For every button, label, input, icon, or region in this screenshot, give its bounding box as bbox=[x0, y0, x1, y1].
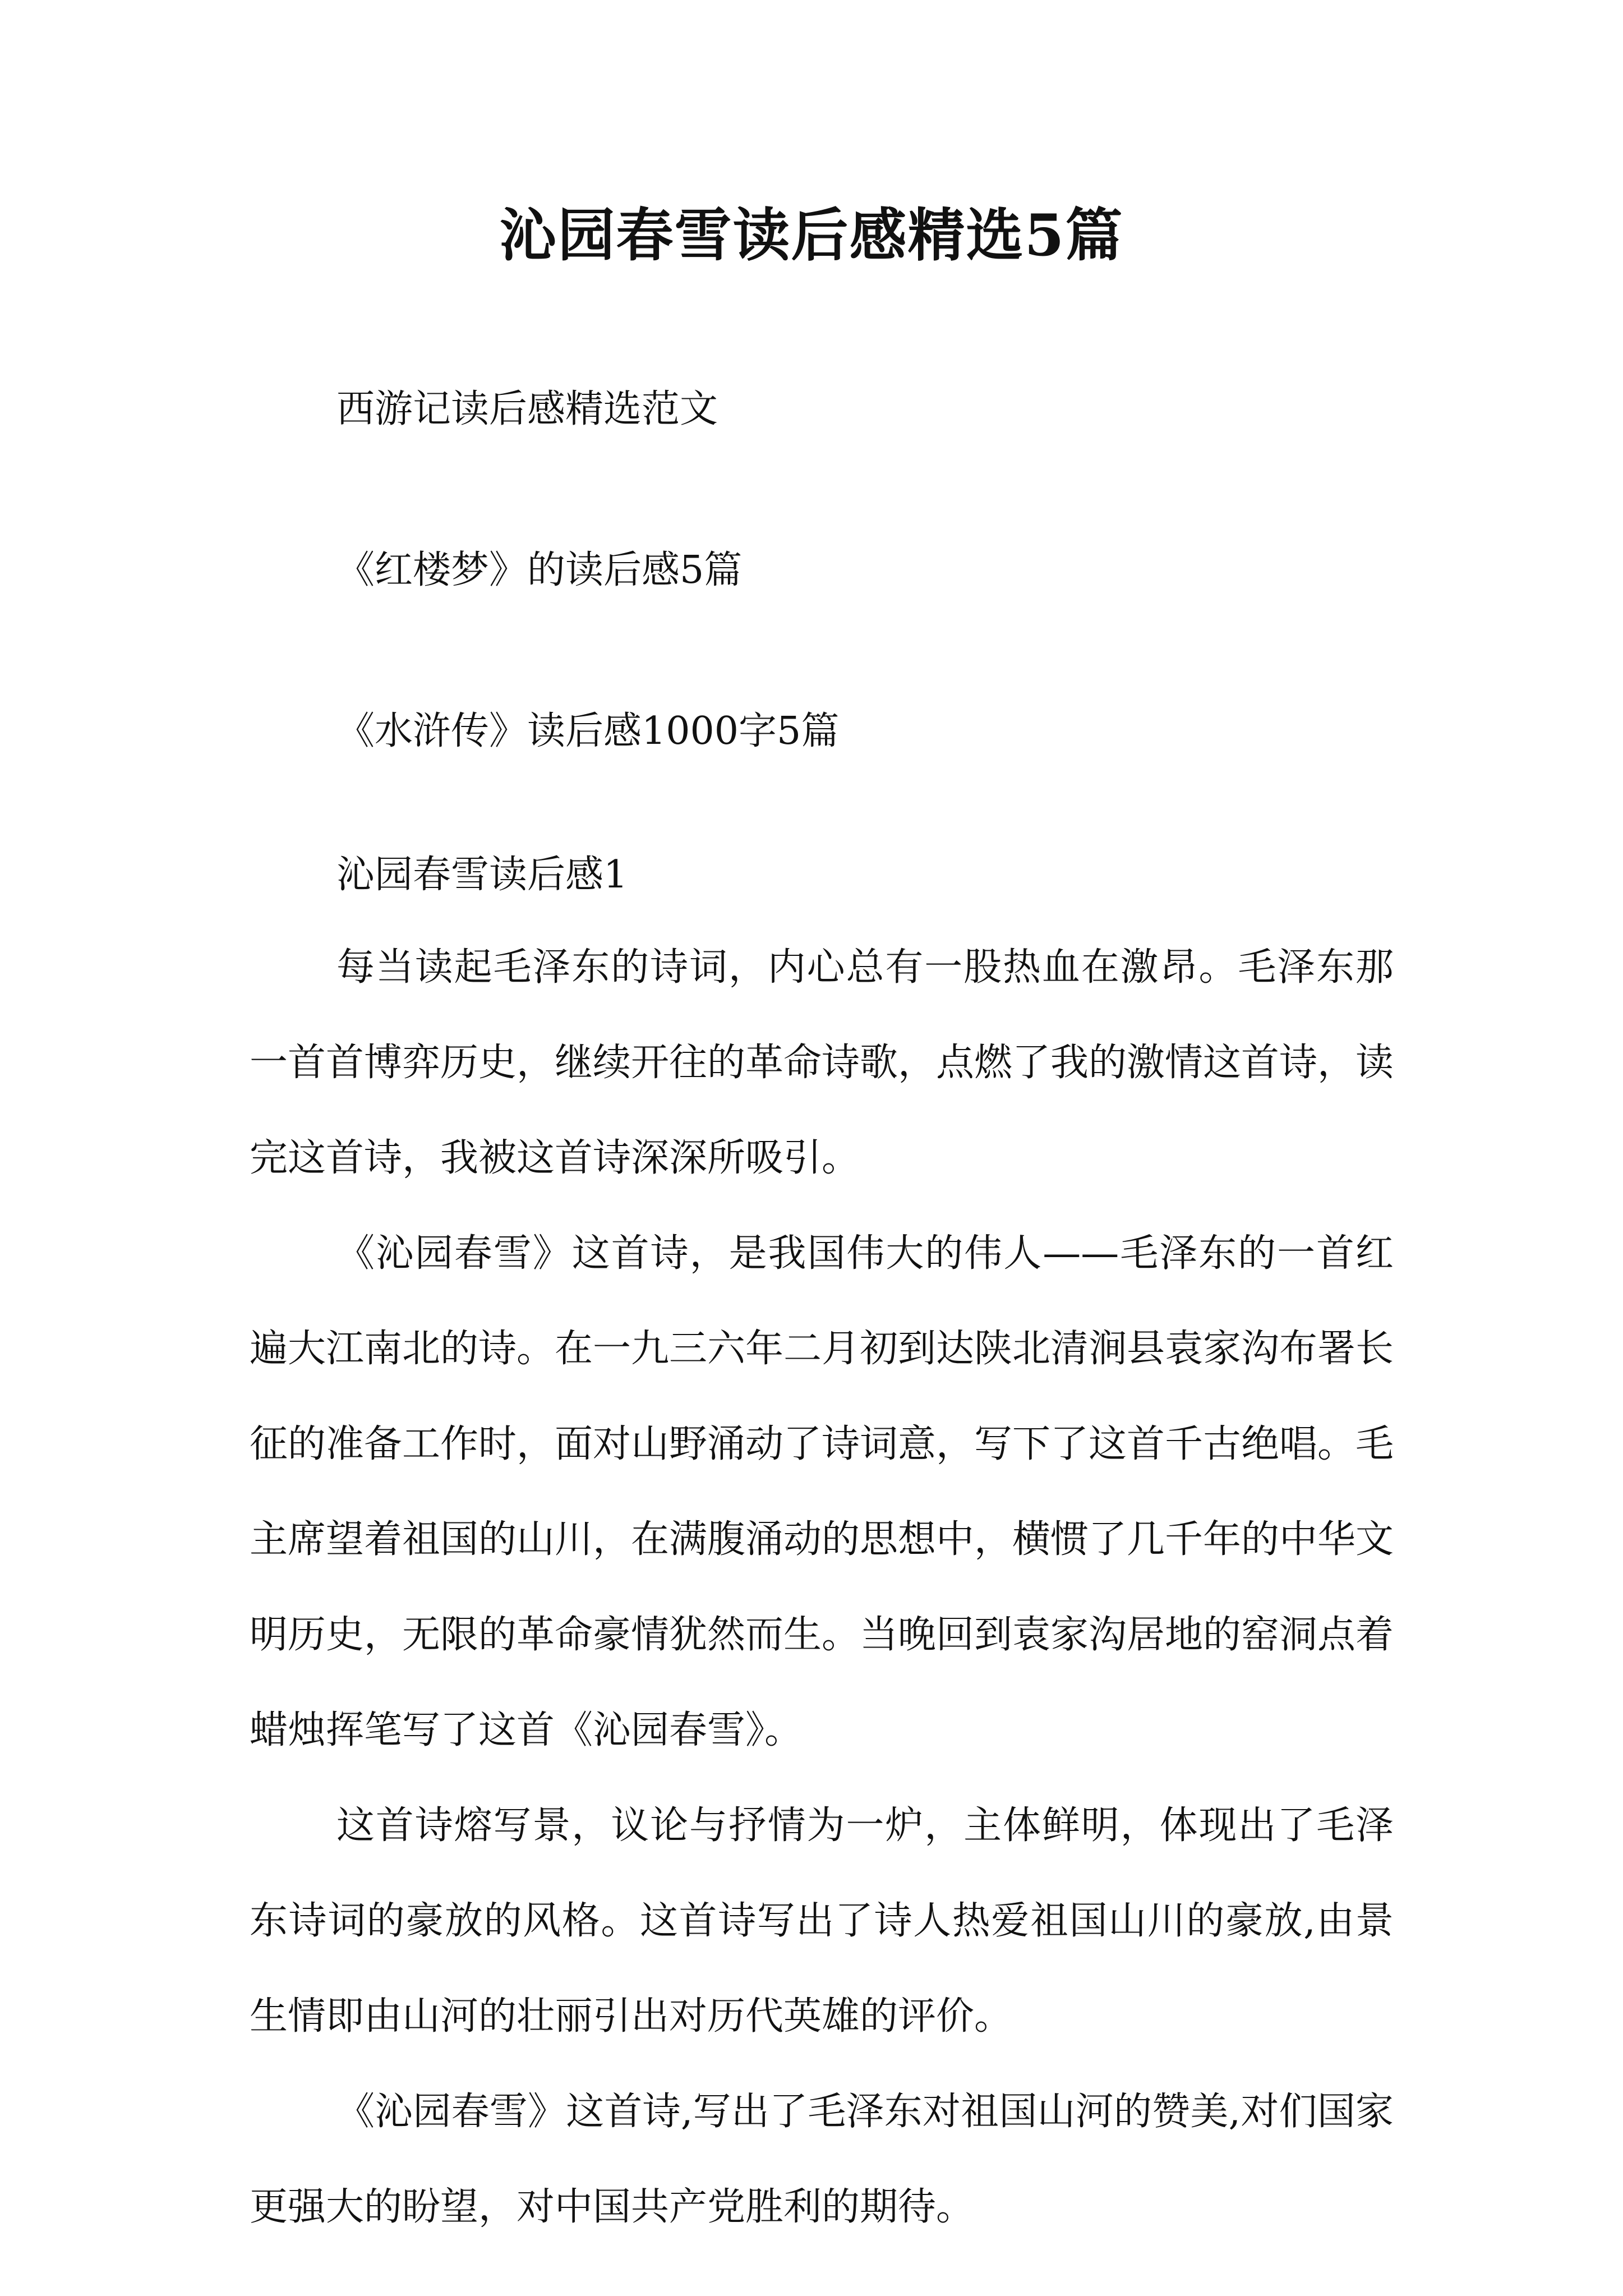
related-links-list bbox=[336, 381, 1514, 864]
related-link-red-mansions[interactable]: 《红楼梦》的读后感5篇 bbox=[336, 548, 743, 592]
article-body bbox=[250, 920, 1394, 2255]
paragraph: 《沁园春雪》这首诗,写出了毛泽东对祖国山河的赞美,对们国家更强大的盼望，对中国共产党胜利的期待。 bbox=[250, 2090, 1394, 2229]
paragraph: 这首诗熔写景，议论与抒情为一炉，主体鲜明，体现出了毛泽东诗词的豪放的风格。这首诗写出了诗人热爱祖国山川的豪放,由景生情即由山河的壮丽引出对历代英雄的评价。 bbox=[250, 1803, 1394, 2039]
paragraph: 《沁园春雪》这首诗，是我国伟大的伟人——毛泽东的一首红遍大江南北的诗。在一九三六年二月初到达陕北清涧县袁家沟布署长征的准备工作时，面对山野涌动了诗词意，写下了这首千古绝唱。毛主席望着祖国的山川，在满腹涌动的思想中，横惯了几千年的中华文明历史，无限的革命豪情犹然而生。当晚回到袁家沟居地的窑洞点着蜡烛挥笔写了这首《沁园春雪》。 bbox=[250, 1231, 1394, 1752]
document-title: 沁园春雪读后感精选5篇 bbox=[499, 202, 1124, 269]
section-heading: 沁园春雪读后感1 bbox=[336, 853, 628, 897]
paragraph: 每当读起毛泽东的诗词，内心总有一股热血在激昂。毛泽东那一首首博弈历史，继续开往的革命诗歌，点燃了我的激情这首诗，读完这首诗，我被这首诗深深所吸引。 bbox=[250, 945, 1394, 1180]
related-link-journey-west[interactable]: 西游记读后感精选范文 bbox=[336, 387, 718, 431]
related-link-water-margin[interactable]: 《水浒传》读后感1000字5篇 bbox=[336, 709, 840, 753]
